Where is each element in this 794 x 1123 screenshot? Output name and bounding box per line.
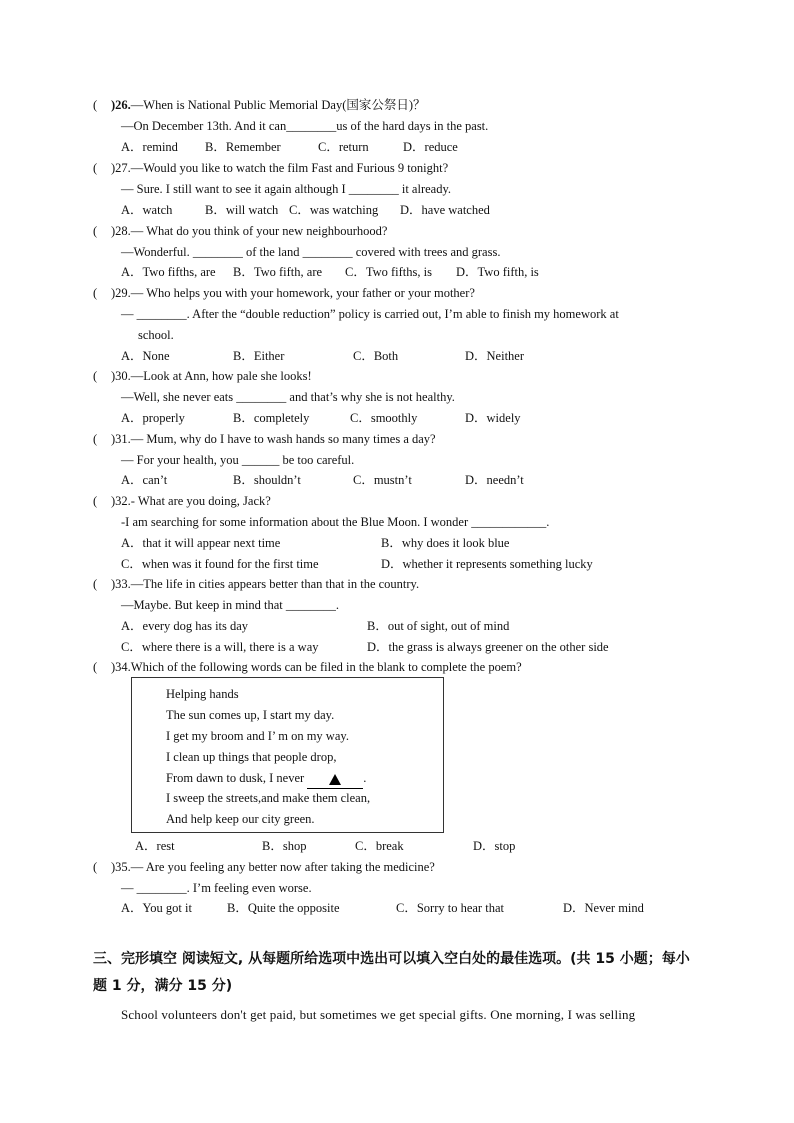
option-b: B．will watch (205, 203, 279, 217)
option-d: D．stop (473, 839, 516, 853)
option-d: D．the grass is always greener on the other side (367, 640, 609, 654)
question-line: —On December 13th. And it can________us of the hard days in the past. (121, 119, 489, 133)
option-b: B．shop (262, 839, 307, 853)
option-c: C．was watching (289, 203, 379, 217)
option-c: C．Sorry to hear that (396, 901, 504, 915)
option-d: D．have watched (400, 203, 490, 217)
option-a: A．every dog has its day (121, 619, 249, 633)
question-line: —Well, she never eats ________ and that’s why she is not healthy. (121, 390, 455, 404)
question-line: — ________. I’m feeling even worse. (121, 881, 312, 895)
option-c: C．return (318, 140, 369, 154)
option-b: B．out of sight, out of mind (367, 619, 510, 633)
triangle-icon (329, 774, 341, 785)
question-27: ( )27.—Would you like to watch the film Fast and Furious 9 tonight? (93, 161, 449, 175)
poem-line: And help keep our city green. (166, 812, 315, 826)
question-line: — Sure. I still want to see it again although I ________ it already. (121, 182, 452, 196)
poem-line: I get my broom and I’ m on my way. (166, 729, 349, 743)
question-32: ( )32.- What are you doing, Jack? (93, 494, 271, 508)
question-stem: )26.—When is National Public Memorial Day(国家公祭日)？ (111, 98, 426, 112)
poem-line: I sweep the streets,and make them clean, (166, 791, 371, 805)
option-a: A．watch (121, 203, 173, 217)
option-c: C．where there is a will, there is a way (121, 640, 319, 654)
option-b: B．completely (233, 411, 310, 425)
question-26: ( )26.—When is National Public Memorial Day(国家公祭日)？ (93, 98, 426, 112)
poem-title: Helping hands (166, 687, 239, 701)
option-c: C．break (355, 839, 404, 853)
poem-blank-line: From dawn to dusk, I never . (166, 770, 366, 789)
poem-line: The sun comes up, I start my day. (166, 708, 335, 722)
option-a: A．that it will appear next time (121, 536, 281, 550)
option-d: D．whether it represents something lucky (381, 557, 593, 571)
option-c: C．Two fifths, is (345, 265, 432, 279)
option-b: B．Remember (205, 140, 281, 154)
question-35: ( )35.— Are you feeling any better now after taking the medicine? (93, 860, 435, 874)
option-a: A．properly (121, 411, 185, 425)
option-d: D．Two fifth, is (456, 265, 539, 279)
option-b: B．shouldn’t (233, 473, 301, 487)
option-a: A．Two fifths, are (121, 265, 216, 279)
question-31: ( )31.— Mum, why do I have to wash hands so many times a day? (93, 432, 436, 446)
option-d: D．needn’t (465, 473, 524, 487)
option-b: B．why does it look blue (381, 536, 510, 550)
option-a: A．You got it (121, 901, 192, 915)
option-d: D．reduce (403, 140, 458, 154)
option-c: C．smoothly (350, 411, 418, 425)
passage-text: School volunteers don't get paid, but sometimes we get special gifts. One morning, I was selling (121, 1007, 636, 1022)
poem-blank (307, 772, 363, 789)
question-line: —Maybe. But keep in mind that ________. (121, 598, 340, 612)
option-c: C．when was it found for the first time (121, 557, 319, 571)
question-29: ( )29.— Who helps you with your homework, your father or your mother? (93, 286, 475, 300)
option-b: B．Quite the opposite (227, 901, 340, 915)
question-34: ( )34.Which of the following words can be filed in the blank to complete the poem? (93, 660, 522, 674)
section-heading: 三、完形填空 阅读短文, 从每题所给选项中选出可以填入空白处的最佳选项。(共 15 小题；每小 (93, 951, 690, 967)
question-line: —Wonderful. ________ of the land ________ covered with trees and grass. (121, 245, 501, 259)
option-b: B．Two fifth, are (233, 265, 323, 279)
option-d: D．Neither (465, 349, 525, 363)
question-33: ( )33.—The life in cities appears better than that in the country. (93, 577, 420, 591)
question-line: -I am searching for some information about the Blue Moon. I wonder ____________. (121, 515, 550, 529)
option-a: A．can’t (121, 473, 168, 487)
option-d: D．Never mind (563, 901, 644, 915)
question-30: ( )30.—Look at Ann, how pale she looks! (93, 369, 312, 383)
option-c: C．mustn’t (353, 473, 412, 487)
option-a: A．None (121, 349, 170, 363)
question-line: — For your health, you ______ be too careful. (121, 453, 355, 467)
option-a: A．remind (121, 140, 178, 154)
option-b: B．Either (233, 349, 285, 363)
option-c: C．Both (353, 349, 399, 363)
question-line: — ________. After the “double reduction” policy is carried out, I’m able to finish my homework at (121, 307, 619, 321)
question-28: ( )28.— What do you think of your new neighbourhood? (93, 224, 388, 238)
option-d: D．widely (465, 411, 521, 425)
option-a: A．rest (135, 839, 175, 853)
poem-line: I clean up things that people drop, (166, 750, 337, 764)
question-line: school. (138, 328, 174, 342)
section-heading-cont: 题 1 分，满分 15 分) (93, 978, 233, 994)
